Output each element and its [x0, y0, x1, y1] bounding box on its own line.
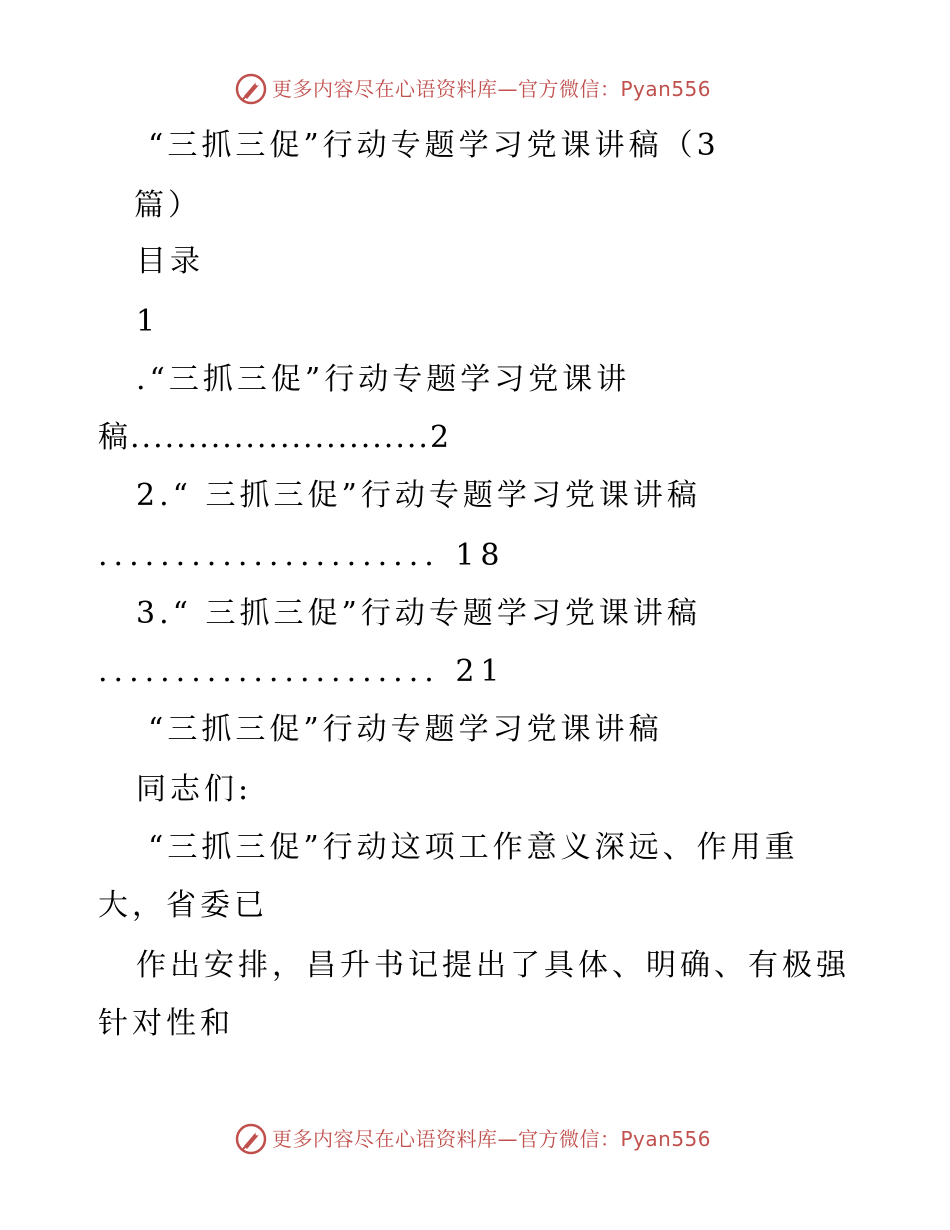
watermark-text: 更多内容尽在心语资料库—官方微信：Pyan556 — [272, 77, 712, 101]
document-title-line-1: “三抓三促”行动专题学习党课讲稿（3 — [148, 128, 720, 163]
paragraph-line-4: 针对性和 — [98, 1006, 234, 1041]
paragraph-line-3: 作出安排，昌升书记提出了具体、明确、有极强 — [136, 948, 850, 983]
toc-item-1-title: .“三抓三促”行动专题学习党课讲 — [136, 362, 631, 397]
toc-item-3-leader: ...................... 21 — [98, 654, 506, 689]
paragraph-line-2: 大，省委已 — [98, 888, 268, 923]
section-title: “三抓三促”行动专题学习党课讲稿 — [148, 712, 663, 747]
watermark-banner-bottom — [0, 1120, 950, 1160]
toc-item-1-number: 1 — [136, 304, 160, 339]
toc-item-3-title: 3.“ 三抓三促”行动专题学习党课讲稿 — [136, 596, 701, 631]
toc-item-2-leader: ...................... 18 — [98, 538, 506, 573]
watermark-banner-top — [0, 70, 950, 110]
paragraph-line-1: “三抓三促”行动这项工作意义深远、作用重 — [148, 830, 799, 865]
toc-item-1-leader: 稿..........................2 — [98, 420, 452, 455]
pen-nib-logo-icon — [234, 72, 268, 106]
toc-item-2-title: 2.“ 三抓三促”行动专题学习党课讲稿 — [136, 478, 701, 513]
greeting: 同志们: — [136, 772, 253, 807]
pen-nib-logo-icon — [234, 1122, 268, 1156]
watermark-text: 更多内容尽在心语资料库—官方微信：Pyan556 — [272, 1127, 712, 1151]
document-title-line-2: 篇） — [134, 188, 202, 223]
toc-heading: 目录 — [136, 244, 204, 279]
